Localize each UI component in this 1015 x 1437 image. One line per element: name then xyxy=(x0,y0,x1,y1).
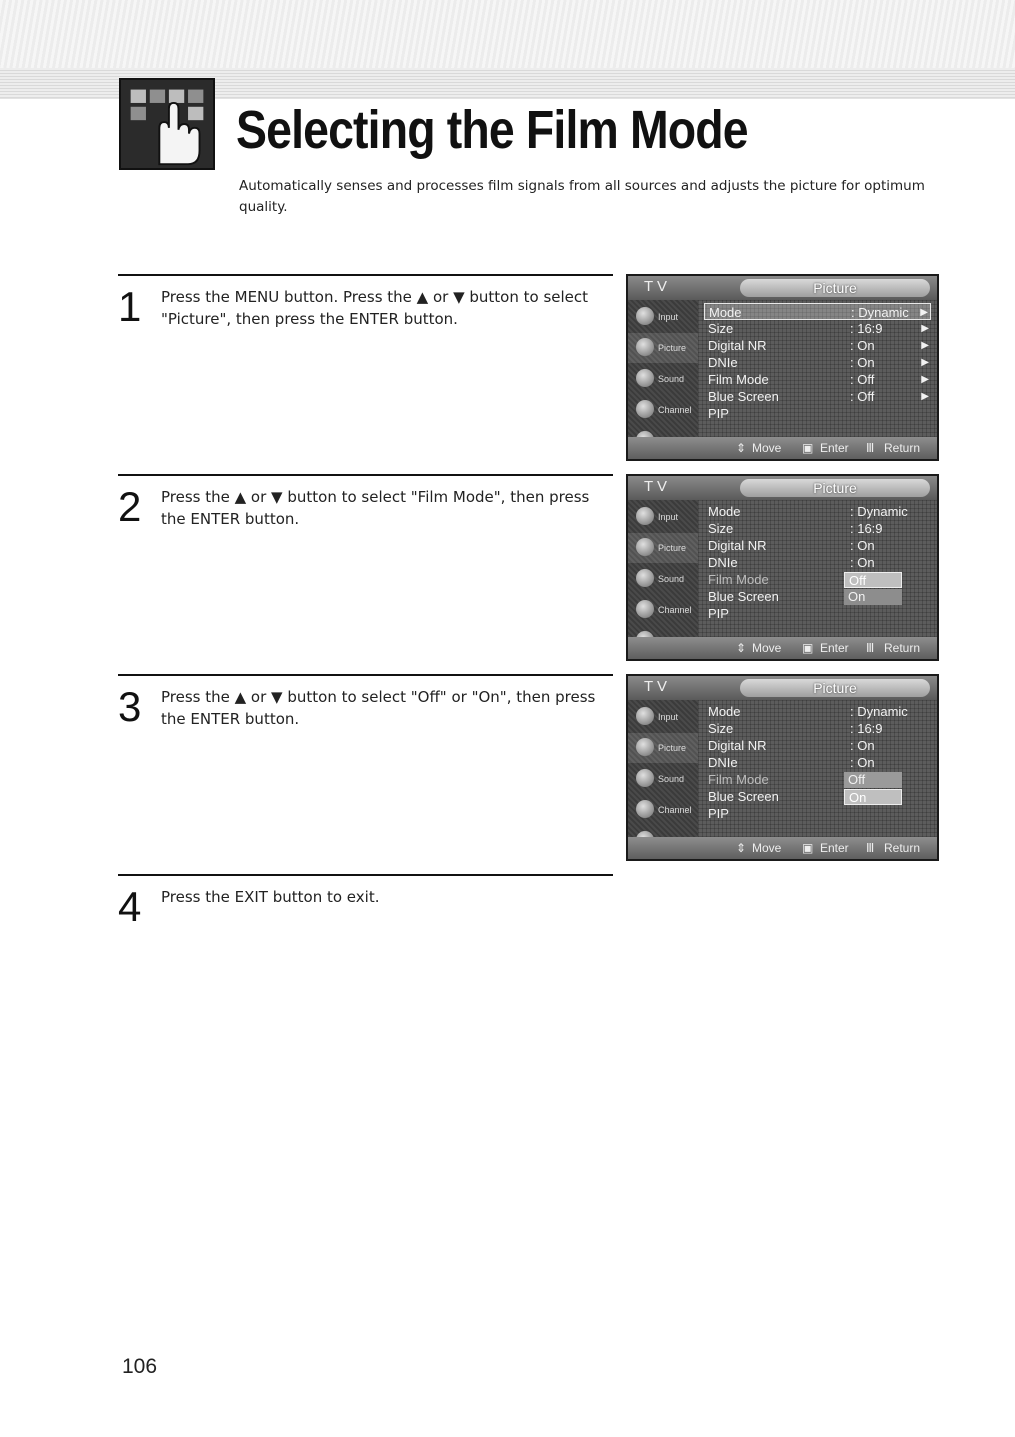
osd-option-off: Off xyxy=(844,772,902,788)
step-1 xyxy=(118,274,613,330)
osd-row-digital-nr: Digital NR : On xyxy=(708,738,875,753)
page-title: Selecting the Film Mode xyxy=(236,100,748,160)
channel-icon xyxy=(636,600,654,618)
input-icon xyxy=(636,307,654,325)
osd-row-dnie: DNIe : On xyxy=(708,755,875,770)
step-number: 3 xyxy=(118,683,142,730)
osd-tab-picture: Picture xyxy=(740,279,930,297)
arrow-right-icon: ▶ xyxy=(921,357,929,368)
arrow-right-icon: ▶ xyxy=(921,323,929,334)
osd-option-on: On xyxy=(844,589,902,605)
osd-sidebar xyxy=(628,300,698,437)
page-subtitle: Automatically senses and processes film signals from all sources and adjusts the picture for optimum quality. xyxy=(239,178,925,215)
sound-icon xyxy=(636,369,654,387)
osd-option-off: Off xyxy=(844,572,902,588)
osd-tv-label: T V xyxy=(644,278,668,295)
osd-tv-label: T V xyxy=(644,678,668,695)
osd-screen-1 xyxy=(626,274,939,461)
osd-sidebar-item-sound: Sound xyxy=(628,564,698,594)
arrow-right-icon: ▶ xyxy=(921,391,929,402)
input-icon xyxy=(636,707,654,725)
osd-row-dnie: DNIe : On xyxy=(708,555,875,570)
return-icon: Ⅲ xyxy=(866,841,875,855)
osd-sidebar-item-picture: Picture xyxy=(628,533,698,563)
enter-icon: ▣ xyxy=(802,841,814,855)
arrow-right-icon: ▶ xyxy=(921,374,929,385)
osd-row-film-mode: Film Mode xyxy=(708,772,769,787)
sound-icon xyxy=(636,769,654,787)
step-number: 4 xyxy=(118,883,142,930)
osd-sidebar-item-sound: Sound xyxy=(628,364,698,394)
step-text: Press the MENU button. Press the ▲ or ▼ button to select "Picture", then press the ENTER button. xyxy=(161,288,589,328)
osd-row-digital-nr: Digital NR : On xyxy=(708,538,875,553)
channel-icon xyxy=(636,400,654,418)
picture-icon xyxy=(636,738,654,756)
picture-icon xyxy=(636,538,654,556)
osd-row-blue-screen: Blue Screen : Off ▶ xyxy=(708,389,929,404)
osd-sidebar-item-channel: Channel xyxy=(628,595,698,625)
osd-sidebar-item-sound: Sound xyxy=(628,764,698,794)
step-3 xyxy=(118,674,613,730)
input-icon xyxy=(636,507,654,525)
osd-row-film-mode: Film Mode : Off ▶ xyxy=(708,372,929,387)
step-2 xyxy=(118,474,613,530)
osd-row-mode: Mode : Dynamic ▶ xyxy=(704,303,931,320)
osd-row-pip: PIP xyxy=(708,806,729,821)
enter-icon: ▣ xyxy=(802,641,814,655)
osd-sidebar-item-input: Input xyxy=(628,502,698,532)
channel-icon xyxy=(636,800,654,818)
osd-footer: ⇕ Move ▣ Enter Ⅲ Return xyxy=(628,437,937,459)
osd-header xyxy=(628,676,937,700)
osd-row-blue-screen: Blue Screen xyxy=(708,589,779,604)
step-text: Press the ▲ or ▼ button to select "Film Mode", then press the ENTER button. xyxy=(161,488,590,528)
osd-row-size: Size : 16:9 xyxy=(708,721,883,736)
osd-menu xyxy=(698,300,937,437)
osd-sidebar xyxy=(628,500,698,637)
osd-tv-label: T V xyxy=(644,478,668,495)
step-text: Press the ▲ or ▼ button to select "Off" or "On", then press the ENTER button. xyxy=(161,688,596,728)
move-icon: ⇕ xyxy=(736,441,747,455)
osd-row-size: Size : 16:9 ▶ xyxy=(708,321,929,336)
picture-icon xyxy=(636,338,654,356)
osd-row-digital-nr: Digital NR : On ▶ xyxy=(708,338,929,353)
page-number: 106 xyxy=(122,1355,158,1378)
osd-row-dnie: DNIe : On ▶ xyxy=(708,355,929,370)
osd-sidebar-item-picture: Picture xyxy=(628,333,698,363)
osd-footer: ⇕ Move ▣ Enter Ⅲ Return xyxy=(628,637,937,659)
step-4 xyxy=(118,874,613,930)
osd-menu xyxy=(698,500,937,637)
osd-sidebar xyxy=(628,700,698,837)
arrow-right-icon: ▶ xyxy=(921,340,929,351)
osd-tab-picture: Picture xyxy=(740,479,930,497)
hand-pointer-icon xyxy=(119,78,215,170)
osd-row-size: Size : 16:9 xyxy=(708,521,883,536)
osd-row-pip: PIP xyxy=(708,606,729,621)
sound-icon xyxy=(636,569,654,587)
osd-row-mode: Mode : Dynamic xyxy=(708,704,908,719)
osd-footer: ⇕ Move ▣ Enter Ⅲ Return xyxy=(628,837,937,859)
enter-icon: ▣ xyxy=(802,441,814,455)
step-text: Press the EXIT button to exit. xyxy=(161,888,380,906)
osd-sidebar-item-picture: Picture xyxy=(628,733,698,763)
osd-sidebar-item-channel: Channel xyxy=(628,395,698,425)
osd-sidebar-item-channel: Channel xyxy=(628,795,698,825)
osd-option-on: On xyxy=(844,789,902,805)
osd-row-pip: PIP xyxy=(708,406,729,421)
osd-screen-2 xyxy=(626,474,939,661)
osd-sidebar-item-input: Input xyxy=(628,302,698,332)
step-number: 1 xyxy=(118,283,142,330)
osd-menu xyxy=(698,700,937,837)
osd-tab-picture: Picture xyxy=(740,679,930,697)
osd-row-blue-screen: Blue Screen xyxy=(708,789,779,804)
return-icon: Ⅲ xyxy=(866,441,875,455)
move-icon: ⇕ xyxy=(736,841,747,855)
osd-row-mode: Mode : Dynamic xyxy=(708,504,908,519)
step-number: 2 xyxy=(118,483,142,530)
osd-screen-3 xyxy=(626,674,939,861)
osd-sidebar-item-input: Input xyxy=(628,702,698,732)
osd-header xyxy=(628,276,937,300)
osd-header xyxy=(628,476,937,500)
arrow-right-icon: ▶ xyxy=(920,307,928,318)
move-icon: ⇕ xyxy=(736,641,747,655)
return-icon: Ⅲ xyxy=(866,641,875,655)
osd-row-film-mode: Film Mode xyxy=(708,572,769,587)
